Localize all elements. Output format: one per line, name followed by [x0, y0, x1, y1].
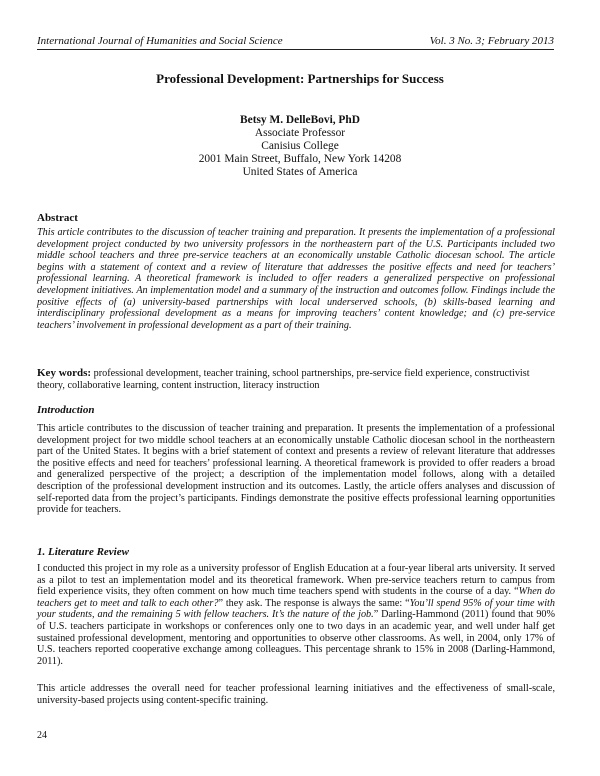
lit-p1-quote-2: You’ll spend 95% of your time with your students, and the remaining 5 with fellow teachers. It’s the nature of the job.	[37, 597, 555, 621]
paper-title: Professional Development: Partnerships for Success	[156, 71, 444, 86]
page-number: 24	[37, 730, 47, 741]
literature-review-paragraph-1	[37, 563, 555, 667]
abstract-text: This article contributes to the discussion of teacher training and preparation. It presents the implementation of a professional development project conducted by two university professors in the northeastern part of the U.S. Participants included two middle school teachers and three pre-service teachers at an economically unstable Catholic diocesan school. The article begins with a statement of context and a review of literature that addresses the positive effects and need for teachers’ professional learning. A theoretical framework is included to offer readers a generalized perspective on professional development initiatives. An implementation model and a summary of the instruction and outcomes follow. Findings include the positive effects of (a) university-based partnerships with local underserved schools, (b) skills-based learning and interdisciplinary professional development as a means for improving teachers’ content knowledge; and (c) pre-service teachers’ involvement in professional development as a part of their training.	[37, 227, 555, 331]
keywords-text: professional development, teacher training, school partnerships, pre-service field experience, constructivist theory, collaborative learning, content instruction, literacy instruction	[37, 368, 530, 391]
author-name: Betsy M. DelleBovi, PhD	[240, 114, 360, 126]
literature-review-heading: 1. Literature Review	[37, 546, 129, 558]
abstract-heading: Abstract	[37, 212, 78, 224]
keywords-label: Key words:	[37, 367, 92, 379]
author-institution: Canisius College	[261, 140, 339, 152]
lit-p1-part-b: ” they ask. The response is always the same: “	[218, 597, 410, 609]
author-block	[0, 114, 600, 179]
running-header	[37, 35, 554, 50]
lit-p1-part-c: ” Darling-Hammond (2011) found that 90% of U.S. teachers participate in workshops or conferences only one to two days in an academic year, and well under half get sustained professional development, mentoring and opportunities to observe other classrooms. As well, in 2004, only 17% of U.S. teachers reported cooperative exchange among colleagues. This percentage shrank to 15% in 2008 (Darling-Hammond, 2011).	[37, 609, 556, 667]
keywords	[37, 368, 555, 391]
introduction-heading: Introduction	[37, 404, 95, 416]
author-position: Associate Professor	[254, 127, 346, 139]
journal-name: International Journal of Humanities and Social Science	[37, 35, 283, 47]
introduction-text: This article contributes to the discussion of teacher training and preparation. It presents the implementation of a professional development project for two middle school teachers at an economically unstable Catholic diocesan school in the northeastern part of the United States. It begins with a brief statement of context and presents a review of relevant literature that addresses the positive effects and need for teachers’ professional learning. A theoretical framework is provided to offer readers a broad and generalized perspective of the project; a description of the implementation model follows, along with a detailed description of the professional development instruction and its outcomes. Lastly, the article offers analyses and discussion of self-reported data from the project’s participants. Findings demonstrate the positive effects professional learning opportunities provide for teachers.	[37, 423, 555, 516]
lit-p1-quote-1: When do teachers get to meet and talk to each other?	[37, 586, 556, 609]
lit-p1-part-a: I conducted this project in my role as a university professor of English Education at a four-year liberal arts university. It served as a pilot to test an implementation model and its theoretical framework. When pre-service teachers return to campus from field experience visits, they often comment on how much time teachers spend with students in the course of a day. “	[37, 563, 555, 598]
issue-info: Vol. 3 No. 3; February 2013	[429, 35, 554, 47]
literature-review-paragraph-2: This article addresses the overall need for teacher professional learning initiatives and the effectiveness of small-scale, university-based projects using content-specific training.	[37, 683, 555, 706]
author-country: United States of America	[242, 166, 358, 178]
author-address: 2001 Main Street, Buffalo, New York 14208	[198, 153, 402, 165]
